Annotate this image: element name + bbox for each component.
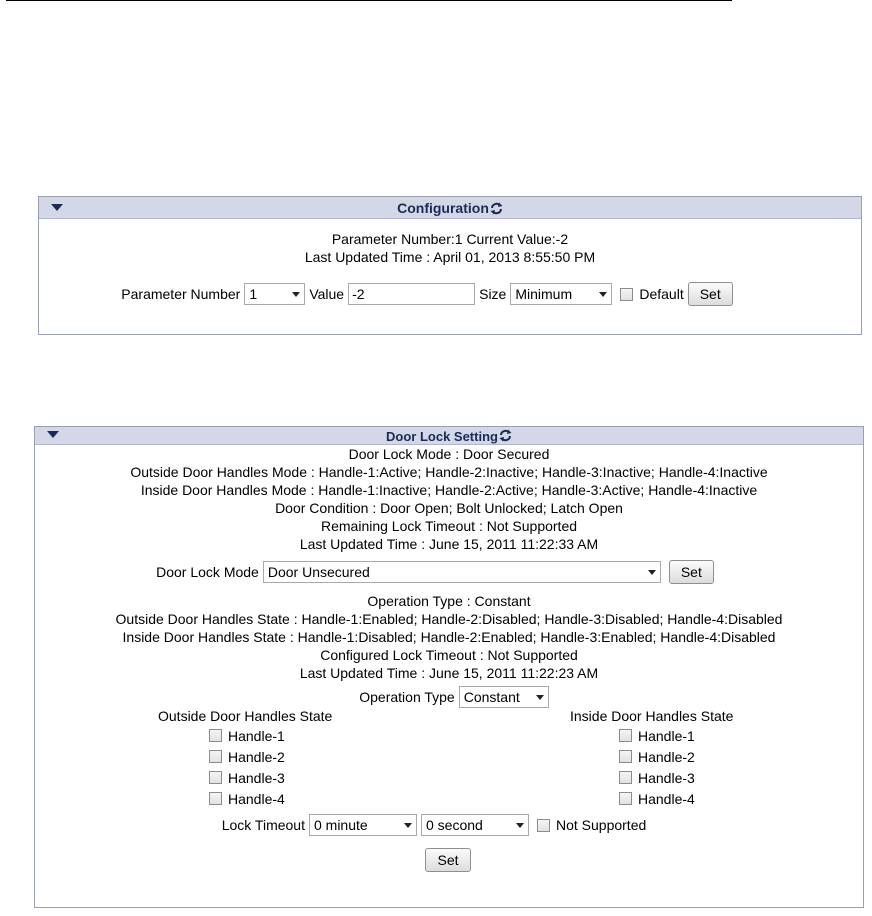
chevron-down-icon bbox=[536, 695, 544, 700]
info-line: Inside Door Handles Mode : Handle-1:Inactive; Handle-2:Active; Handle-3:Active; Handle-4:Inactive bbox=[140, 482, 758, 498]
default-checkbox[interactable] bbox=[620, 288, 633, 301]
handle-label: Handle-2 bbox=[638, 748, 695, 765]
outside-handle-checkbox[interactable] bbox=[209, 792, 222, 805]
collapse-arrow-icon[interactable] bbox=[51, 204, 63, 211]
inside-handle-1[interactable] bbox=[615, 725, 695, 746]
collapse-arrow-icon[interactable] bbox=[47, 431, 59, 438]
info-line: Remaining Lock Timeout : Not Supported bbox=[320, 518, 578, 534]
info-line: Door Lock Mode : Door Secured bbox=[348, 446, 550, 462]
config-status-line-2: Last Updated Time : April 01, 2013 8:55:50 PM bbox=[304, 249, 596, 265]
config-status-line-1: Parameter Number:1 Current Value:-2 bbox=[331, 231, 569, 247]
param-number-select[interactable] bbox=[244, 283, 305, 305]
value-input-text: -2 bbox=[352, 286, 365, 302]
operation-type-select[interactable] bbox=[459, 686, 549, 708]
op-line: Configured Lock Timeout : Not Supported bbox=[320, 647, 578, 663]
op-line: Inside Door Handles State : Handle-1:Disabled; Handle-2:Enabled; Handle-3:Enabled; Handle-4:Disabled bbox=[122, 629, 776, 645]
inside-handles-title: Inside Door Handles State bbox=[570, 708, 734, 724]
handle-label: Handle-4 bbox=[228, 790, 285, 807]
info-line: Outside Door Handles Mode : Handle-1:Active; Handle-2:Inactive; Handle-3:Inactive; Handle-4:Inactive bbox=[130, 464, 768, 480]
timeout-second-value: 0 second bbox=[425, 817, 483, 833]
door-lock-panel bbox=[34, 426, 864, 908]
param-number-label: Parameter Number bbox=[121, 286, 241, 302]
handle-label: Handle-2 bbox=[228, 748, 285, 765]
handle-label: Handle-3 bbox=[228, 769, 285, 786]
inside-handle-checkbox[interactable] bbox=[619, 771, 632, 784]
outside-handle-checkbox[interactable] bbox=[209, 729, 222, 742]
chevron-down-icon bbox=[404, 823, 412, 828]
inside-handles-list bbox=[615, 725, 695, 809]
door-lock-mode-value: Door Unsecured bbox=[267, 564, 370, 580]
operation-type-label: Operation Type bbox=[359, 689, 455, 705]
inside-handle-3[interactable] bbox=[615, 767, 695, 788]
not-supported-checkbox[interactable] bbox=[537, 819, 550, 832]
info-line: Last Updated Time : June 15, 2011 11:22:33 AM bbox=[299, 536, 599, 552]
info-line: Door Condition : Door Open; Bolt Unlocked; Latch Open bbox=[275, 500, 623, 516]
chevron-down-icon bbox=[599, 292, 607, 297]
outside-handle-1[interactable] bbox=[205, 725, 285, 746]
timeout-second-select[interactable] bbox=[421, 814, 529, 836]
value-input[interactable] bbox=[348, 283, 475, 305]
inside-handle-4[interactable] bbox=[615, 788, 695, 809]
final-set-button[interactable]: Set bbox=[425, 848, 470, 872]
operation-info bbox=[35, 592, 863, 682]
outside-handle-3[interactable] bbox=[205, 767, 285, 788]
operation-type-value: Constant bbox=[463, 689, 520, 705]
top-rule bbox=[6, 0, 732, 1]
chevron-down-icon bbox=[516, 823, 524, 828]
size-select[interactable] bbox=[510, 283, 612, 305]
refresh-icon[interactable] bbox=[499, 428, 512, 441]
chevron-down-icon bbox=[292, 292, 300, 297]
outside-handle-checkbox[interactable] bbox=[209, 771, 222, 784]
handle-label: Handle-3 bbox=[638, 769, 695, 786]
op-line: Operation Type : Constant bbox=[367, 593, 531, 609]
inside-handle-checkbox[interactable] bbox=[619, 792, 632, 805]
configuration-title: Configuration bbox=[397, 200, 489, 216]
door-lock-title: Door Lock Setting bbox=[386, 429, 498, 444]
lock-timeout-label: Lock Timeout bbox=[221, 817, 305, 833]
inside-handle-2[interactable] bbox=[615, 746, 695, 767]
chevron-down-icon bbox=[648, 570, 656, 575]
door-lock-header[interactable] bbox=[35, 427, 863, 445]
door-lock-info bbox=[35, 445, 863, 553]
door-lock-mode-set-button[interactable]: Set bbox=[669, 560, 714, 584]
op-line: Outside Door Handles State : Handle-1:Enabled; Handle-2:Disabled; Handle-3:Disabled; Handle-4:Disabled bbox=[115, 611, 783, 627]
default-label: Default bbox=[639, 286, 684, 302]
outside-handle-4[interactable] bbox=[205, 788, 285, 809]
config-set-button[interactable]: Set bbox=[688, 282, 733, 306]
outside-handles-list bbox=[205, 725, 285, 809]
configuration-panel bbox=[38, 196, 862, 335]
op-line: Last Updated Time : June 15, 2011 11:22:23 AM bbox=[299, 665, 599, 681]
handles-section bbox=[35, 708, 863, 814]
size-value: Minimum bbox=[515, 286, 573, 302]
timeout-minute-value: 0 minute bbox=[313, 817, 368, 833]
handle-label: Handle-1 bbox=[228, 727, 285, 744]
refresh-icon[interactable] bbox=[490, 199, 503, 212]
size-label: Size bbox=[479, 286, 507, 302]
door-lock-mode-label: Door Lock Mode bbox=[156, 564, 259, 580]
inside-handle-checkbox[interactable] bbox=[619, 750, 632, 763]
door-lock-mode-select[interactable] bbox=[263, 561, 661, 583]
not-supported-label: Not Supported bbox=[555, 817, 647, 833]
handle-label: Handle-1 bbox=[638, 727, 695, 744]
outside-handle-2[interactable] bbox=[205, 746, 285, 767]
outside-handles-title: Outside Door Handles State bbox=[158, 708, 333, 724]
inside-handle-checkbox[interactable] bbox=[619, 729, 632, 742]
configuration-header[interactable] bbox=[39, 197, 861, 219]
outside-handle-checkbox[interactable] bbox=[209, 750, 222, 763]
handle-label: Handle-4 bbox=[638, 790, 695, 807]
value-label: Value bbox=[309, 286, 345, 302]
param-number-value: 1 bbox=[249, 286, 258, 302]
timeout-minute-select[interactable] bbox=[309, 814, 417, 836]
